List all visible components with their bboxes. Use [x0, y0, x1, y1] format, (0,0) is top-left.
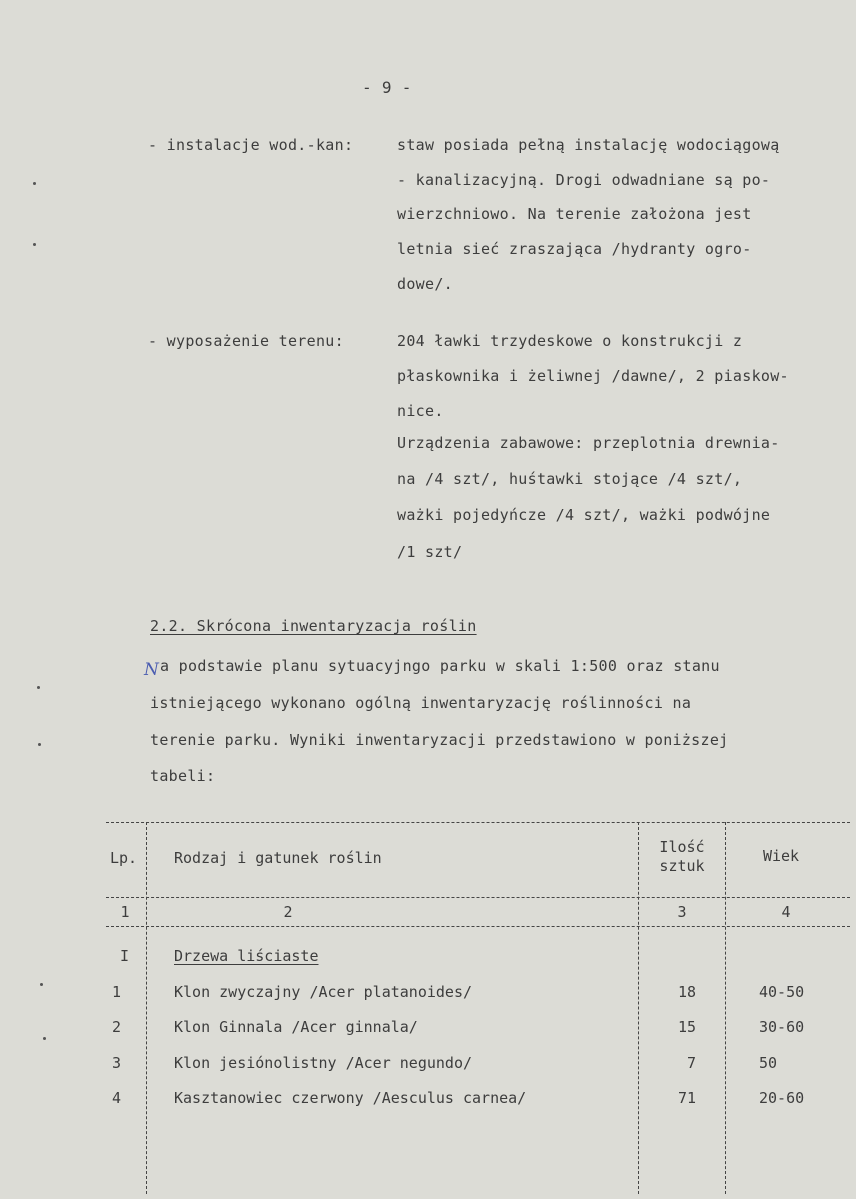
margin-mark — [33, 182, 36, 185]
row-count: 15 — [677, 1018, 696, 1036]
page-number: - 9 - — [362, 78, 412, 97]
installation-line: letnia sieć zraszająca /hydranty ogro- — [397, 240, 752, 258]
equipment-line: Urządzenia zabawowe: przeplotnia drewnia- — [397, 434, 780, 452]
row-age: 20-60 — [759, 1089, 805, 1107]
column-divider — [725, 822, 726, 1194]
equipment-label: - wyposażenie terenu: — [148, 332, 344, 350]
column-number: 3 — [677, 903, 687, 921]
group-lp: I — [120, 947, 130, 965]
row-name: Klon jesiónolistny /Acer negundo/ — [174, 1054, 473, 1072]
installation-label: - instalacje wod.-kan: — [148, 136, 354, 154]
row-age: 30-60 — [759, 1018, 805, 1036]
header-count: Ilość — [659, 838, 705, 856]
row-count: 18 — [677, 983, 696, 1001]
row-age: 50 — [759, 1054, 778, 1072]
equipment-line: /1 szt/ — [397, 543, 463, 561]
handwritten-initial: N — [144, 660, 159, 680]
margin-mark — [37, 686, 40, 689]
equipment-line: ważki pojedyńcze /4 szt/, ważki podwójne — [397, 506, 771, 524]
table-colnum-rule — [106, 926, 850, 927]
row-name: Klon zwyczajny /Acer platanoides/ — [174, 983, 473, 1001]
installation-line: staw posiada pełną instalację wodociągową — [397, 136, 780, 154]
equipment-line: nice. — [397, 402, 444, 420]
group-name: Drzewa liściaste — [174, 947, 319, 965]
header-age: Wiek — [762, 847, 800, 865]
equipment-line: 204 ławki trzydeskowe o konstrukcji z — [397, 332, 743, 350]
margin-mark — [40, 983, 43, 986]
column-number: 4 — [781, 903, 791, 921]
installation-line: dowe/. — [397, 275, 453, 293]
paragraph-line: terenie parku. Wyniki inwentaryzacji przedstawiono w poniższej — [150, 731, 729, 749]
installation-line: - kanalizacyjną. Drogi odwadniane są po- — [397, 171, 771, 189]
row-count: 7 — [686, 1054, 696, 1072]
margin-mark — [33, 243, 36, 246]
row-name: Klon Ginnala /Acer ginnala/ — [174, 1018, 418, 1036]
row-count: 71 — [677, 1089, 696, 1107]
column-divider — [146, 822, 147, 1194]
row-age: 40-50 — [759, 983, 805, 1001]
header-count-unit: sztuk — [659, 857, 705, 875]
row-lp: 1 — [112, 983, 122, 1001]
equipment-line: na /4 szt/, huśtawki stojące /4 szt/, — [397, 470, 743, 488]
paragraph-line: tabeli: — [150, 767, 216, 785]
header-lp: Lp. — [110, 849, 138, 867]
row-name: Kasztanowiec czerwony /Aesculus carnea/ — [174, 1089, 527, 1107]
section-heading: 2.2. Skrócona inwentaryzacja roślin — [150, 617, 477, 635]
column-number: 1 — [120, 903, 130, 921]
row-lp: 3 — [112, 1054, 122, 1072]
row-lp: 2 — [112, 1018, 122, 1036]
table-header-rule — [106, 897, 850, 898]
paragraph-line: a podstawie planu sytuacyjngo parku w skali 1:500 oraz stanu — [160, 657, 720, 675]
paragraph-line: istniejącego wykonano ogólną inwentaryzację roślinności na — [150, 694, 692, 712]
margin-mark — [38, 743, 41, 746]
installation-line: wierzchniowo. Na terenie założona jest — [397, 205, 752, 223]
margin-mark — [43, 1037, 46, 1040]
header-name: Rodzaj i gatunek roślin — [174, 849, 382, 867]
table-top-rule — [106, 822, 850, 823]
column-divider — [638, 822, 639, 1194]
column-number: 2 — [283, 903, 293, 921]
equipment-line: płaskownika i żeliwnej /dawne/, 2 piaskow- — [397, 367, 789, 385]
row-lp: 4 — [112, 1089, 122, 1107]
